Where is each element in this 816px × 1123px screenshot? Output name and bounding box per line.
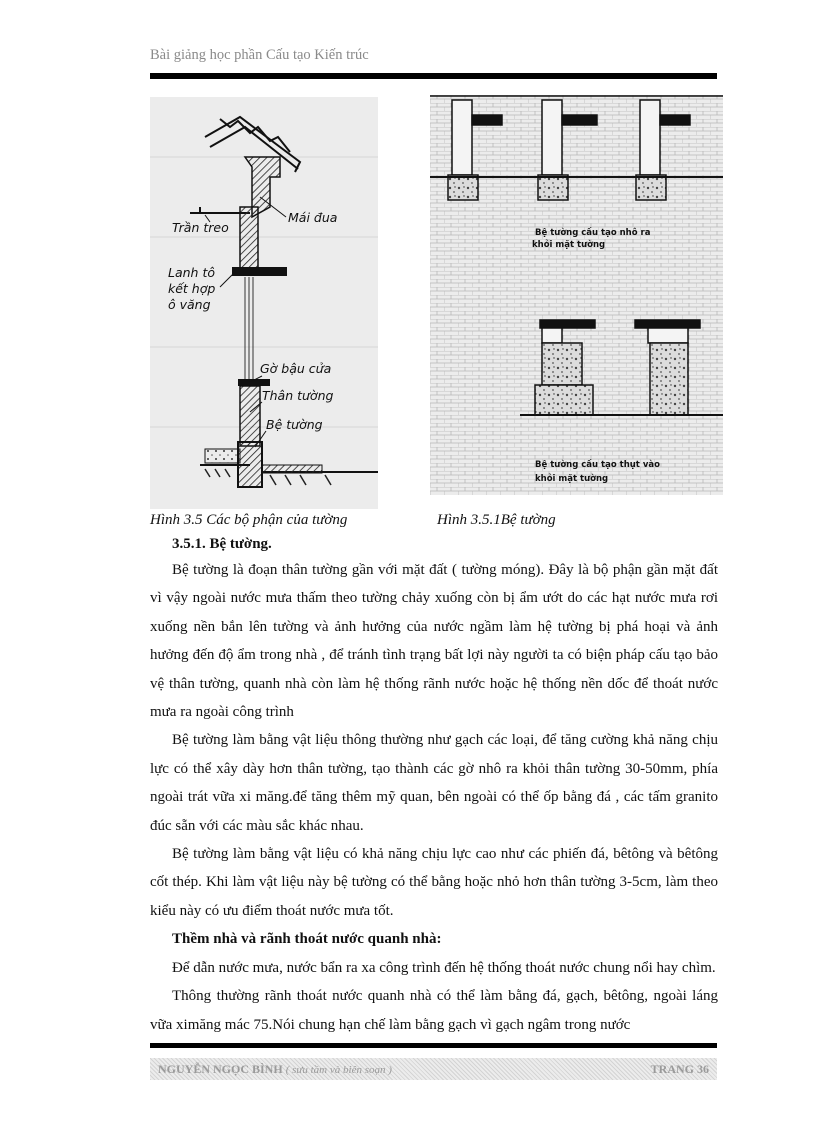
page-number: TRANG 36 — [650, 1062, 709, 1076]
footer-note: ( sưu tầm và biên soạn ) — [285, 1064, 392, 1076]
footer-author-block — [158, 1062, 392, 1077]
plinth-detail-figure — [430, 95, 723, 495]
footer-bar — [150, 1058, 717, 1080]
label-lanh-to-2: kết hợp — [168, 281, 216, 296]
label-protruding-2: khỏi mặt tường — [532, 240, 606, 250]
label-lanh-to-3: ô văng — [168, 297, 211, 312]
figure-caption-left: Hình 3.5 Các bộ phận của tường — [150, 512, 348, 528]
body-text — [150, 556, 718, 1039]
subheading: Thềm nhà và rãnh thoát nước quanh nhà: — [172, 931, 442, 948]
label-lanh-to-1: Lanh tô — [168, 265, 215, 280]
label-recessed-2: khỏi mặt tường — [535, 474, 609, 484]
wall-lower-drawing — [240, 386, 260, 446]
label-be-tuong: Bệ tường — [266, 417, 323, 432]
paragraph: Bệ tường làm bằng vật liệu thông thường như gạch các loại, để tăng cường khả năng chịu lực có thể xây dày hơn thân tường, tạo thành các gờ nhô ra khỏi thân tường 30-50mm, phía ngoài trát vữa xi măng.để tăng thêm mỹ quan, bên ngoài có thể ốp bằng đá , các tấm granito đúc sẵn với các màu sắc khác nhau. — [150, 732, 718, 834]
label-recessed-1: Bệ tường cấu tạo thụt vào — [535, 460, 660, 470]
header-rule — [150, 73, 717, 79]
paragraph: Để dẫn nước mưa, nước bẩn ra xa công trình đến hệ thống thoát nước chung nổi hay chìm. — [172, 959, 716, 976]
wall-section-figure — [150, 97, 378, 509]
header-title: Bài giảng học phần Cấu tạo Kiến trúc — [150, 47, 369, 63]
label-go-bau-cua: Gờ bậu cửa — [260, 361, 332, 376]
paragraph: Thông thường rãnh thoát nước quanh nhà có thể làm bằng đá, gạch, bêtông, ngoài láng vữa ximăng mác 75.Nói chung hạn chế làm bằng gạch vì gạch ngâm trong nước — [150, 988, 718, 1033]
paragraph: Bệ tường làm bằng vật liệu có khả năng chịu lực cao như các phiến đá, bêtông và bêtông cốt thép. Khi làm vật liệu này bệ tường có thể bằng hoặc nhỏ hơn thân tường 3-5cm, làm theo kiểu này có ưu điểm thoát nước mưa tốt. — [150, 846, 718, 919]
label-than-tuong: Thân tường — [262, 388, 334, 403]
section-heading: 3.5.1. Bệ tường. — [172, 536, 272, 552]
figure-caption-right: Hình 3.5.1Bệ tường — [437, 512, 556, 528]
footer-rule — [150, 1043, 717, 1048]
label-tran-treo: Trần treo — [172, 220, 229, 235]
label-mai-dua: Mái đua — [288, 210, 338, 225]
label-protruding-1: Bệ tường cấu tạo nhô ra — [535, 228, 651, 238]
paragraph: Bệ tường là đoạn thân tường gần với mặt đất ( tường móng). Đây là bộ phận gần mặt đất vì vậy ngoài nước mưa thấm theo tường chảy xuống còn bị ẩm ướt do các hạt nước mưa rơi xuống nền bắn lên tường và ảnh hưởng của nước ngầm làm hệ tường bị phá hoại và ảnh hưởng đến độ ẩm trong nhà , để tránh tình trạng bất lợi này người ta có biện pháp cấu tạo bảo vệ thân tường, quanh nhà còn làm hệ thống rãnh nước hoặc hệ thống nền dốc để thoát nước mưa ra ngoài công trình — [150, 562, 718, 721]
lintel-drawing — [232, 267, 287, 276]
footer-author: NGUYỄN NGỌC BÌNH — [158, 1062, 283, 1076]
wall-upper-drawing — [240, 207, 258, 272]
